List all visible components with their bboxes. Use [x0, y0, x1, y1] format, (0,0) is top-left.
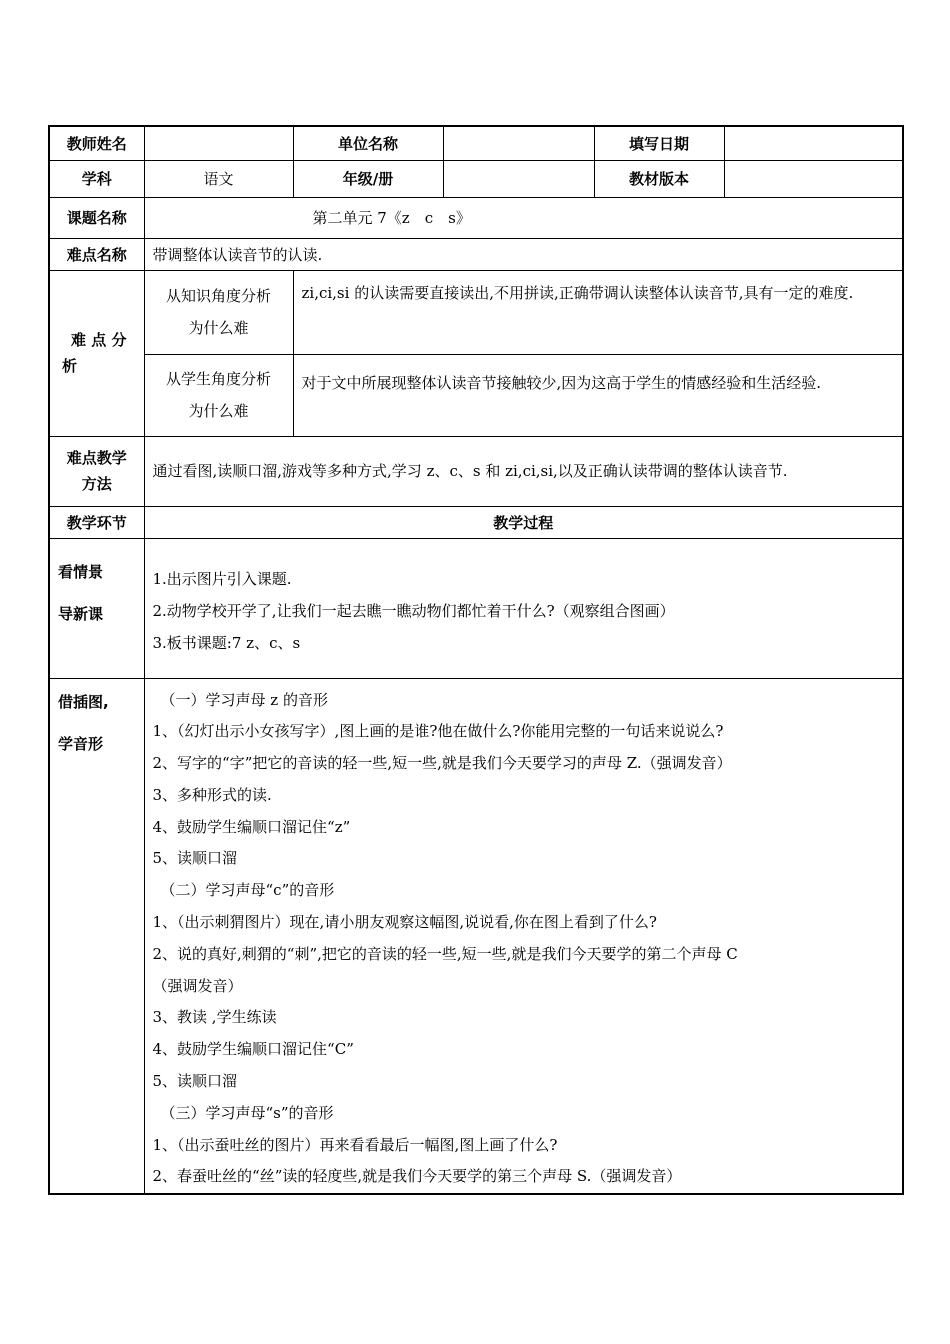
- analysis-label: [49, 270, 144, 436]
- method-row: [49, 436, 903, 506]
- difficulty-label: 难点名称: [49, 238, 144, 270]
- student-angle-label: [144, 354, 293, 436]
- fill-date-value[interactable]: [724, 126, 903, 160]
- stage-2-content: [144, 678, 903, 1194]
- student-angle-label-line1: 从学生角度分析: [165, 370, 271, 388]
- stage-1-label-line2: 导新课: [58, 604, 104, 623]
- method-text[interactable]: 通过看图,读顺口溜,游戏等多种方式,学习 z、c、s 和 zi,ci,si,以及正确认读带调的整体认读音节.: [144, 436, 903, 506]
- unit-name-label: 单位名称: [293, 126, 443, 160]
- stage-2-line: 3、多种形式的读.: [152, 785, 272, 804]
- subject-label: 学科: [49, 160, 144, 197]
- stage-2-line: 4、鼓励学生编顺口溜记住“C”: [152, 1040, 354, 1059]
- stage-1-line: 1.出示图片引入课题.: [152, 569, 292, 588]
- stage-2-line: 5、读顺口溜: [152, 1072, 238, 1091]
- stage-2-line: （三）学习声母“s”的音形: [160, 1103, 334, 1122]
- stage-2-line: 2、写字的“字”把它的音读的轻一些,短一些,就是我们今天要学习的声母 Z.（强调发音）: [152, 754, 732, 773]
- stage-1-content: [144, 538, 903, 678]
- stage-1-line: 2.动物学校开学了,让我们一起去瞧一瞧动物们都忙着干什么?（观察组合图画）: [152, 601, 675, 620]
- stage-2-label-line1: 借插图,: [58, 692, 109, 711]
- lesson-plan-page: [48, 125, 902, 1195]
- process-header-row: [49, 506, 903, 538]
- subject-value[interactable]: 语文: [144, 160, 293, 197]
- grade-label: 年级/册: [293, 160, 443, 197]
- topic-label: 课题名称: [49, 197, 144, 238]
- analysis-knowledge-row: [49, 270, 903, 354]
- teacher-name-label: 教师姓名: [49, 126, 144, 160]
- stage-column-header: 教学环节: [49, 506, 144, 538]
- analysis-label-line1: 难 点 分: [71, 331, 127, 349]
- knowledge-angle-label: [144, 270, 293, 354]
- stage-1-line: 3.板书课题:7 z、c、s: [152, 633, 301, 652]
- knowledge-angle-label-line2: 为什么难: [188, 319, 249, 337]
- student-angle-text[interactable]: 对于文中所展现整体认读音节接触较少,因为这高于学生的情感经验和生活经验.: [293, 354, 903, 436]
- textbook-value[interactable]: [724, 160, 903, 197]
- method-label-line1: 难点教学: [66, 449, 127, 467]
- stage-2-line: （强调发音）: [152, 976, 243, 995]
- stage-2-label: [49, 678, 144, 1194]
- topic-value[interactable]: 第二单元 7《z c s》: [144, 197, 903, 238]
- header-row-1: [49, 126, 903, 160]
- stage-2-line: （一）学习声母 z 的音形: [160, 690, 328, 709]
- lesson-plan-table: [48, 125, 904, 1195]
- difficulty-value[interactable]: 带调整体认读音节的认读.: [144, 238, 903, 270]
- stage-1-row: [49, 538, 903, 678]
- unit-name-value[interactable]: [443, 126, 594, 160]
- analysis-label-line2: 析: [62, 357, 78, 375]
- student-angle-label-line2: 为什么难: [188, 402, 249, 420]
- stage-2-label-line2: 学音形: [58, 734, 104, 753]
- stage-2-line: 2、说的真好,刺猬的“刺”,把它的音读的轻一些,短一些,就是我们今天要学的第二个声母 C: [152, 944, 738, 963]
- stage-2-line: （二）学习声母“c”的音形: [160, 881, 335, 900]
- method-label-line2: 方法: [81, 475, 112, 493]
- textbook-label: 教材版本: [594, 160, 724, 197]
- stage-2-line: 1、（出示刺猬图片）现在,请小朋友观察这幅图,说说看,你在图上看到了什么?: [152, 913, 657, 932]
- header-row-2: [49, 160, 903, 197]
- topic-row: [49, 197, 903, 238]
- stage-2-line: 4、鼓励学生编顺口溜记住“z”: [152, 817, 351, 836]
- grade-value[interactable]: [443, 160, 594, 197]
- difficulty-row: [49, 238, 903, 270]
- process-column-header: 教学过程: [144, 506, 903, 538]
- stage-2-line: 5、读顺口溜: [152, 849, 238, 868]
- stage-2-line: 3、教读 ,学生练读: [152, 1008, 277, 1027]
- stage-2-row: [49, 678, 903, 1194]
- stage-2-line: 2、春蚕吐丝的“丝”读的轻度些,就是我们今天要学的第三个声母 S.（强调发音）: [152, 1167, 682, 1186]
- knowledge-angle-text[interactable]: zi,ci,si 的认读需要直接读出,不用拼读,正确带调认读整体认读音节,具有一定的难度.: [293, 270, 903, 354]
- knowledge-angle-label-line1: 从知识角度分析: [165, 287, 271, 305]
- stage-1-label-line1: 看情景: [58, 562, 104, 581]
- fill-date-label: 填写日期: [594, 126, 724, 160]
- stage-2-line: 1、（幻灯出示小女孩写字）,图上画的是谁?他在做什么?你能用完整的一句话来说说么?: [152, 722, 724, 741]
- method-label: [49, 436, 144, 506]
- stage-1-label: [49, 538, 144, 678]
- stage-2-line: 1、（出示蚕吐丝的图片）再来看看最后一幅图,图上画了什么?: [152, 1135, 558, 1154]
- teacher-name-value[interactable]: [144, 126, 293, 160]
- analysis-student-row: [49, 354, 903, 436]
